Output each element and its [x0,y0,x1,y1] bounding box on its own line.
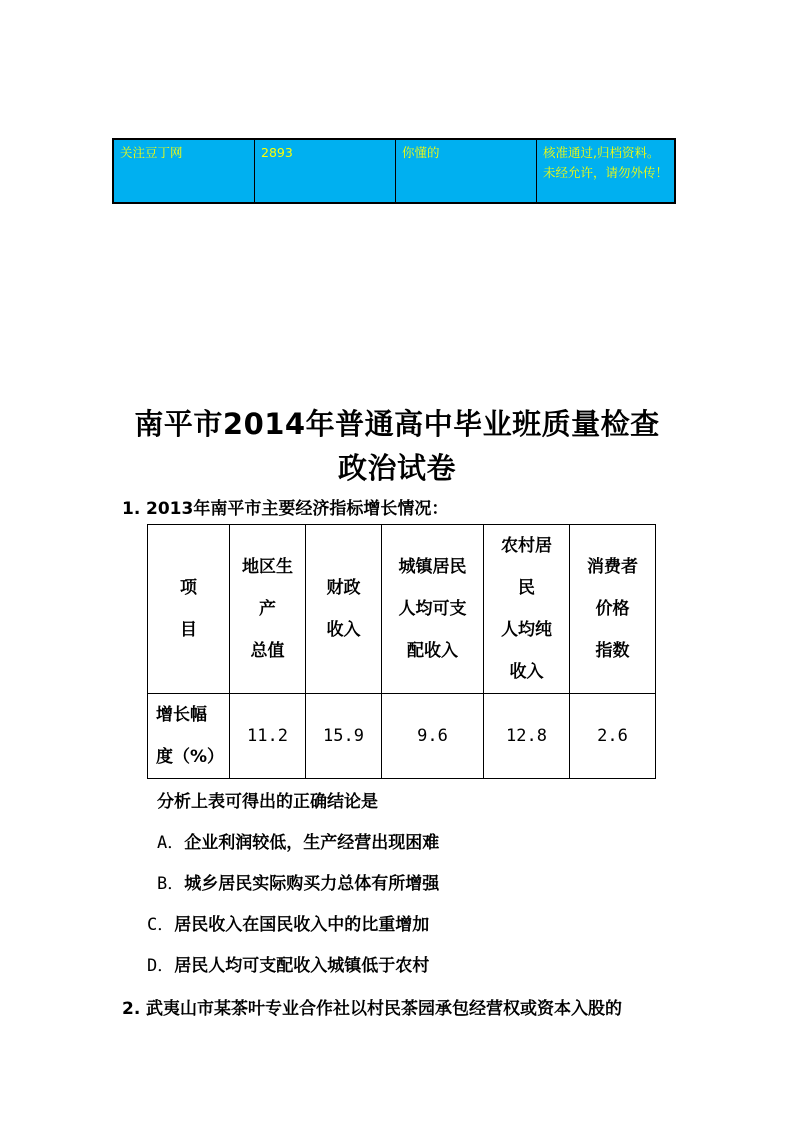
table-row [148,694,656,779]
header-line: 民 [518,578,535,598]
header-line: 农村居 [501,536,552,556]
header-line: 目 [180,620,197,640]
option-a [157,828,439,853]
table-header-cell [382,525,484,694]
header-banner-table [112,138,676,204]
option-text: 居民人均可支配收入城镇低于农村 [174,956,430,976]
row-label-line: 增长幅 [156,705,207,725]
option-label: A． [157,833,185,853]
question-text: 武夷山市某茶叶专业合作社以村民茶园承包经营权或资本入股的 [146,999,622,1019]
table-header-cell [306,525,382,694]
option-text: 居民收入在国民收入中的比重增加 [174,915,430,935]
question-1 [122,494,448,519]
banner-cell-site: 关注豆丁网 [114,140,255,202]
header-line: 人均可支 [398,599,467,619]
question-text: 2013年南平市主要经济指标增长情况： [146,499,449,519]
question-number: 1. [122,499,141,519]
question-number: 2. [122,999,141,1019]
page-subtitle: 政治试卷 [337,451,456,485]
question-stem: 分析上表可得出的正确结论是 [157,792,378,812]
option-label: B． [157,874,185,894]
option-text: 城乡居民实际购买力总体有所增强 [184,874,440,894]
header-line: 消费者 [587,557,638,577]
option-b [157,869,439,894]
table-cell: 2.6 [570,694,656,779]
header-line: 收入 [509,662,544,682]
header-line: 产 [259,599,276,619]
option-d [147,951,429,976]
table-cell: 9.6 [382,694,484,779]
table-header-cell [230,525,306,694]
banner-cell-notice: 核准通过,归档资料。未经允许，请勿外传！ [543,145,669,180]
header-line: 指数 [595,641,630,661]
banner-cell-note: 你懂的 [396,140,537,202]
indicator-table [147,524,656,779]
header-line: 价格 [595,599,630,619]
banner-cell-number: 2893 [255,140,396,202]
table-cell: 12.8 [484,694,570,779]
option-text: 企业利润较低，生产经营出现困难 [184,833,440,853]
header-line: 收入 [326,620,361,640]
header-line: 人均纯 [501,620,552,640]
table-cell: 15.9 [306,694,382,779]
table-header-cell [484,525,570,694]
option-label: D． [147,956,175,976]
option-label: C． [147,915,175,935]
header-line: 城镇居民 [398,557,467,577]
row-label-line: 度（%） [156,747,225,767]
question-2 [122,994,622,1019]
table-header-cell [570,525,656,694]
header-line: 配收入 [407,641,458,661]
header-line: 总值 [250,641,285,661]
table-cell: 11.2 [230,694,306,779]
table-header-row [148,525,656,694]
header-line: 地区生 [242,557,293,577]
header-line: 项 [180,578,197,598]
table-header-cell [148,525,230,694]
table-row-label [148,694,230,779]
option-c [147,910,429,935]
header-line: 财政 [326,578,361,598]
page-title: 南平市2014年普通高中毕业班质量检查 [134,407,660,441]
